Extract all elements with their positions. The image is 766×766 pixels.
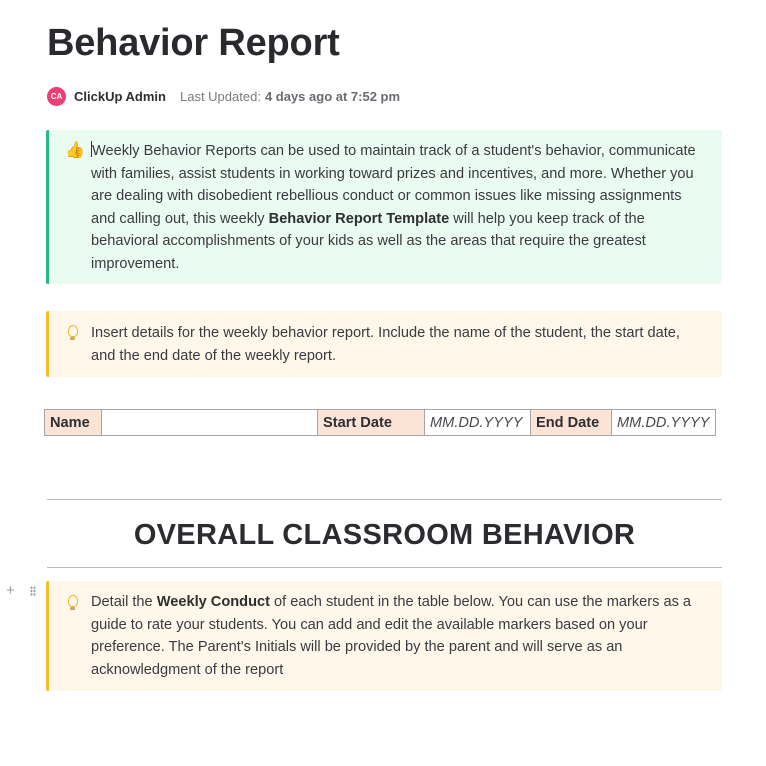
conduct-text-before: Detail the: [91, 594, 157, 610]
conduct-text-after: of each student in the table below. You can use the markers as a guide to rate your students. You can add and edit the available markers based on your preference. The Parent's Initials will be provided by the parent and will serve as an acknowledgment of the report: [91, 594, 692, 678]
author-name[interactable]: ClickUp Admin: [74, 88, 166, 104]
details-callout[interactable]: [46, 311, 722, 377]
end-date-label-cell: End Date: [531, 410, 612, 436]
name-value-cell[interactable]: [102, 410, 318, 436]
details-text: Insert details for the weekly behavior report. Include the name of the student, the start date, and the end date of the weekly report.: [91, 325, 680, 364]
intro-callout[interactable]: [46, 130, 722, 284]
name-label-cell: Name: [45, 410, 102, 436]
intro-text-after: will help you keep track of the behavioral accomplishments of your kids as well as the areas that require the greatest improvement.: [91, 210, 646, 272]
end-date-value-cell[interactable]: MM.DD.YYYY: [612, 410, 716, 436]
start-date-label-cell: Start Date: [318, 410, 425, 436]
table-row: [45, 410, 716, 436]
plus-icon[interactable]: +: [6, 582, 15, 599]
section-heading: OVERALL CLASSROOM BEHAVIOR: [133, 519, 636, 551]
intro-text-before: Weekly Behavior Reports can be used to maintain track of a student's behavior, communicate with families, assist students in working toward prizes and incentives, and more. Whether you are dealing with disobedient rebellious conduct or common issues like missing assignments and calling out, this weekly: [91, 143, 696, 227]
doc-meta: [47, 86, 400, 106]
avatar[interactable]: CA: [47, 87, 66, 106]
last-updated-value: 4 days ago at 7:52 pm: [264, 88, 401, 104]
lightbulb-icon: [68, 595, 78, 607]
last-updated-label: Last Updated:: [179, 88, 261, 104]
lightbulb-icon: [68, 325, 78, 337]
conduct-callout[interactable]: [46, 581, 722, 691]
thumbs-up-icon: 👍: [65, 142, 85, 159]
divider-top: [47, 499, 722, 500]
divider-bottom: [47, 567, 722, 568]
intro-template-name: Behavior Report Template: [268, 210, 450, 227]
start-date-value-cell[interactable]: MM.DD.YYYY: [425, 410, 531, 436]
student-info-table: [44, 409, 716, 436]
page-title: Behavior Report: [47, 22, 340, 64]
drag-handle-icon[interactable]: [30, 586, 36, 596]
conduct-bold: Weekly Conduct: [156, 594, 270, 610]
